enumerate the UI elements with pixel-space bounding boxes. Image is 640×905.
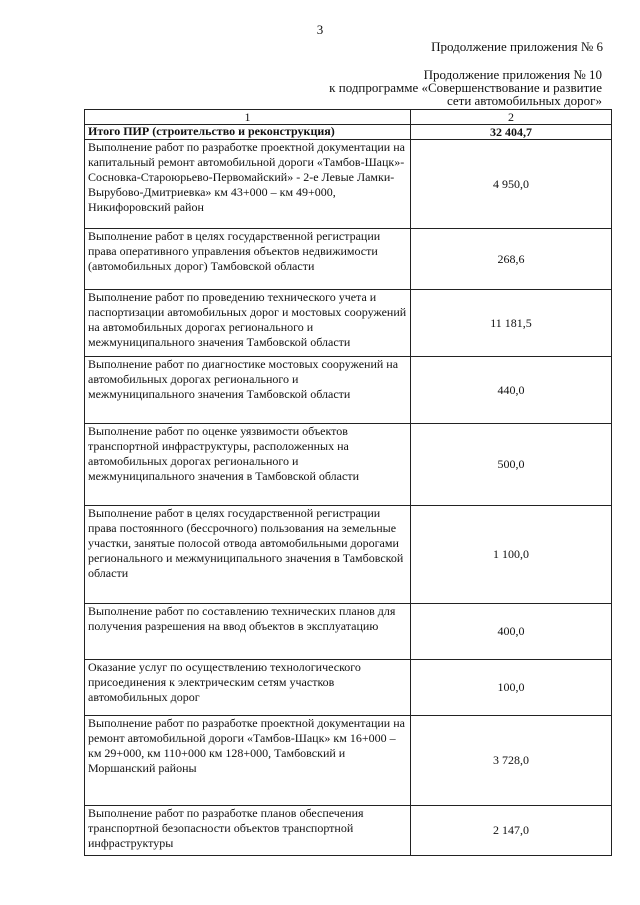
column-header: 2	[411, 110, 612, 125]
row-value: 400,0	[411, 604, 612, 660]
column-header: 1	[85, 110, 411, 125]
appendix-continuation-title: Продолжение приложения № 6	[431, 39, 603, 54]
row-value: 100,0	[411, 660, 612, 716]
row-description: Выполнение работ в целях государственной регистрации права постоянного (бессрочного) пользования на земельные участки, занятые полосой отвода автомобильными дорогами регионального и межмуниципального значения в Тамбовской области	[85, 506, 411, 604]
row-value: 2 147,0	[411, 806, 612, 856]
table-row	[85, 604, 612, 660]
total-row	[85, 125, 612, 140]
row-description: Оказание услуг по осуществлению технологического присоединения к электрическим сетям участков автомобильных дорог	[85, 660, 411, 716]
subprogram-reference-line: сети автомобильных дорог»	[446, 93, 602, 108]
row-value: 4 950,0	[411, 140, 612, 229]
row-description: Выполнение работ по составлению технических планов для получения разрешения на ввод объектов в эксплуатацию	[85, 604, 411, 660]
subprogram-reference-line: Продолжение приложения № 10	[423, 67, 602, 82]
row-value: 500,0	[411, 424, 612, 506]
table-row	[85, 506, 612, 604]
total-label: Итого ПИР (строительство и реконструкция)	[85, 125, 411, 140]
table-row	[85, 716, 612, 806]
row-value: 11 181,5	[411, 290, 612, 357]
table-row	[85, 660, 612, 716]
subprogram-reference-line: к подпрограмме «Совершенствование и развитие	[329, 80, 602, 95]
row-description: Выполнение работ в целях государственной регистрации права оперативного управления объектов недвижимости (автомобильных дорог) Тамбовской области	[85, 229, 411, 290]
table-row	[85, 424, 612, 506]
row-value: 1 100,0	[411, 506, 612, 604]
subprogram-reference	[329, 68, 602, 107]
row-description: Выполнение работ по оценке уязвимости объектов транспортной инфраструктуры, расположенных на автомобильных дорогах регионального и межмуниципального значения в Тамбовской области	[85, 424, 411, 506]
row-value: 3 728,0	[411, 716, 612, 806]
table-row	[85, 140, 612, 229]
table-header-row	[85, 110, 612, 125]
row-description: Выполнение работ по диагностике мостовых сооружений на автомобильных дорогах регионального и межмуниципального значения Тамбовской области	[85, 357, 411, 424]
row-description: Выполнение работ по проведению технического учета и паспортизации автомобильных дорог и мостовых сооружений на автомобильных дорогах регионального и межмуниципального значения Тамбовской области	[85, 290, 411, 357]
total-value: 32 404,7	[411, 125, 612, 140]
table-row	[85, 290, 612, 357]
row-description: Выполнение работ по разработке проектной документации на ремонт автомобильной дороги «Тамбов-Шацк» км 16+000 – км 29+000, км 110+000 км 128+000, Тамбовский и Моршанский районы	[85, 716, 411, 806]
row-value: 268,6	[411, 229, 612, 290]
page-number: 3	[316, 22, 324, 37]
table-row	[85, 806, 612, 856]
table-row	[85, 229, 612, 290]
row-description: Выполнение работ по разработке проектной документации на капитальный ремонт автомобильной дороги «Тамбов-Шацк»- Сосновка-Староюрьево-Первомайский» - 2-е Левые Ламки- Вырубово-Дмитриевка» км 43+000 – км 49+000, Никифоровский район	[85, 140, 411, 229]
table-row	[85, 357, 612, 424]
row-description: Выполнение работ по разработке планов обеспечения транспортной безопасности объектов транспортной инфраструктуры	[85, 806, 411, 856]
row-value: 440,0	[411, 357, 612, 424]
expenditure-table	[84, 109, 612, 856]
